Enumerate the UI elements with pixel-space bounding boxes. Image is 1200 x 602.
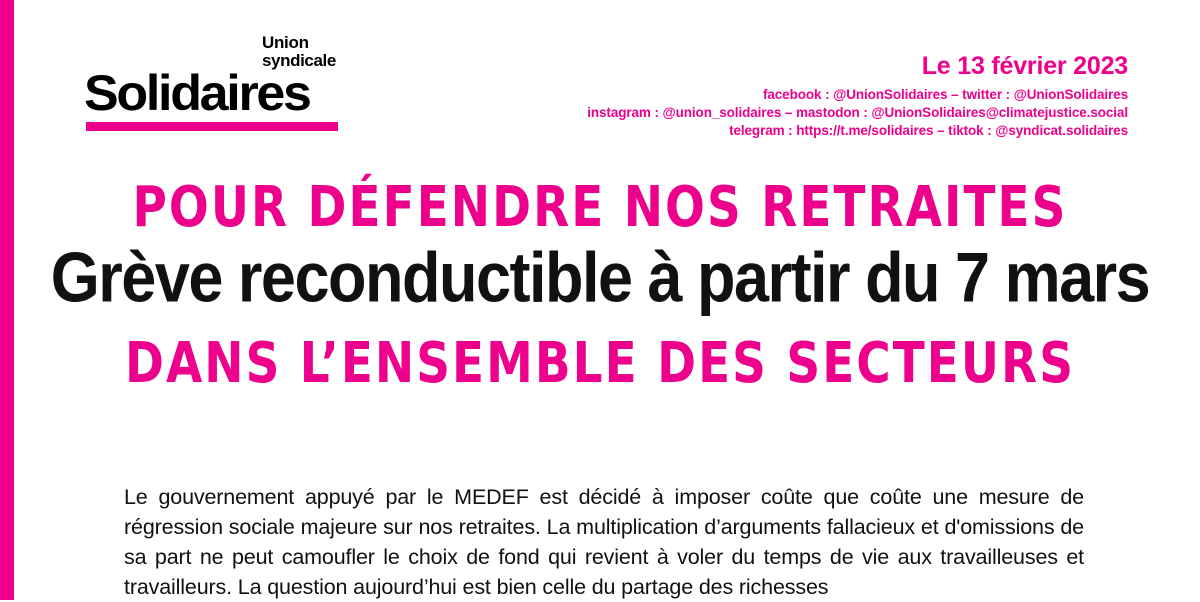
logo-underline [86, 122, 338, 131]
document-header [0, 0, 1200, 150]
social-line-2: instagram : @union_solidaires – mastodon : @UnionSolidaires@climatejustice.social [587, 105, 1128, 120]
logo-line-syndicale: syndicale [262, 51, 336, 70]
headline-line-3: DANS L’ENSEMBLE DES SECTEURS [124, 329, 1076, 396]
headline-line-1: POUR DÉFENDRE NOS RETRAITES [132, 173, 1068, 240]
social-line-1: facebook : @UnionSolidaires – twitter : @UnionSolidaires [762, 87, 1128, 102]
headline-line-2: Grève reconductible à partir du 7 mars [50, 238, 1150, 318]
social-line-3: telegram : https://t.me/solidaires – tiktok : @syndicat.solidaires [729, 123, 1128, 138]
header-meta [587, 52, 1128, 140]
social-handles [587, 86, 1128, 140]
logo-wordmark: Solidaires [84, 65, 310, 121]
document-date: Le 13 février 2023 [921, 52, 1128, 80]
body-paragraph: Le gouvernement appuyé par le MEDEF est décidé à imposer coûte que coûte une mesure de régression sociale majeure sur nos retraites. La multiplication d’arguments fallacieux et d'omissions de sa part ne peut camoufler le choix de fond qui revient à voler du temps de vie aux travailleuses et travailleurs. La question aujourd’hui est bien celle du partage des richesses [124, 485, 1084, 599]
headline-block [0, 173, 1200, 396]
logo-line-union: Union [262, 33, 309, 52]
